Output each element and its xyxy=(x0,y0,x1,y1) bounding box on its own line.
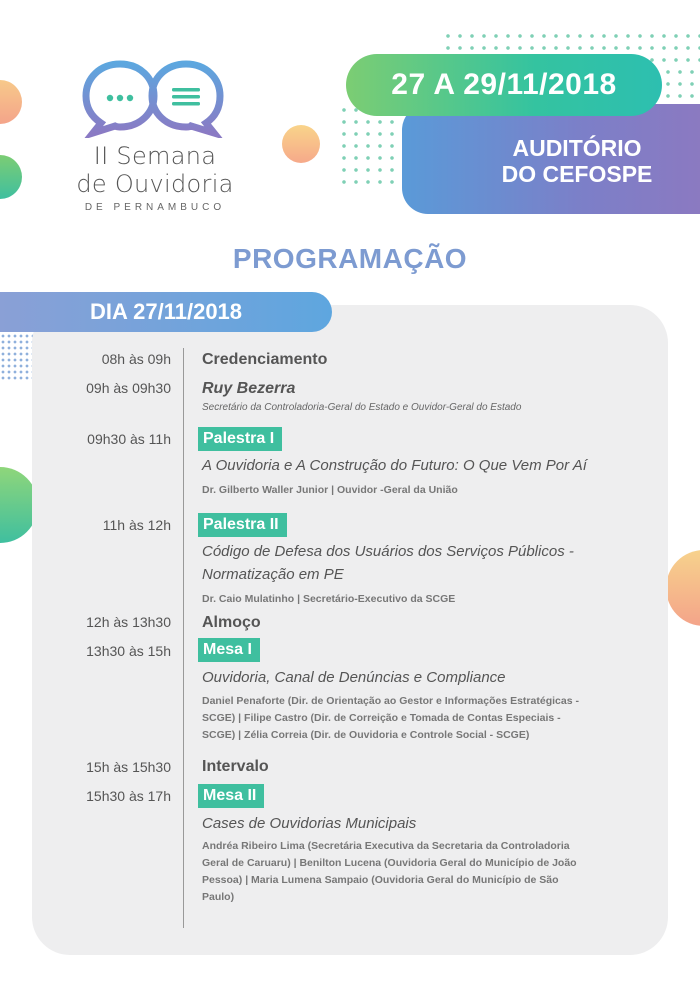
item-title: Ruy Bezerra xyxy=(202,380,296,397)
item-subject-line: Normatização em PE xyxy=(202,566,344,583)
item-badge: Palestra II xyxy=(198,513,287,537)
item-speakers: Dr. Caio Mulatinho | Secretário-Executivo da SCGE xyxy=(202,593,456,605)
page-title: PROGRAMAÇÃO xyxy=(232,243,468,274)
item-title: Credenciamento xyxy=(202,351,328,368)
decor-orange-left xyxy=(0,80,22,124)
timeline-divider xyxy=(183,348,184,928)
logo-icon xyxy=(80,58,230,138)
item-time: 08h às 09h xyxy=(101,351,171,367)
item-title: Intervalo xyxy=(202,758,269,775)
item-time: 11h às 12h xyxy=(102,517,171,533)
item-title: Almoço xyxy=(202,614,261,631)
logo-line-1: II Semana xyxy=(93,142,217,170)
item-time: 15h30 às 17h xyxy=(86,788,171,804)
logo-line-2: de Ouvidoria xyxy=(76,170,234,198)
item-speakers: Daniel Penaforte (Dir. de Orientação ao Gestor e Informações Estratégicas - xyxy=(202,695,579,707)
item-badge: Palestra I xyxy=(198,427,282,451)
venue-line-1: AUDITÓRIO xyxy=(512,135,642,161)
item-time: 13h30 às 15h xyxy=(86,643,171,659)
decor-orange-circle xyxy=(282,125,320,163)
item-speakers: Pessoa) | Maria Lumena Sampaio (Ouvidoria Geral do Município de São xyxy=(202,874,559,886)
day-tab: DIA 27/11/2018 xyxy=(0,292,332,332)
item-speakers: Andréa Ribeiro Lima (Secretária Executiva da Secretaria da Controladoria xyxy=(202,840,570,852)
item-subject: A Ouvidoria e A Construção do Futuro: O Que Vem Por Aí xyxy=(202,457,587,474)
item-badge: Mesa II xyxy=(198,784,264,808)
item-subject: Cases de Ouvidorias Municipais xyxy=(202,815,417,832)
item-time: 09h30 às 11h xyxy=(87,431,171,447)
item-note: Secretário da Controladoria-Geral do Estado e Ouvidor-Geral do Estado xyxy=(202,402,522,413)
venue-label xyxy=(472,135,682,187)
item-time: 15h às 15h30 xyxy=(86,759,171,775)
venue-line-2: DO CEFOSPE xyxy=(501,161,653,187)
item-time: 09h às 09h30 xyxy=(86,380,171,396)
item-speakers: Dr. Gilberto Waller Junior | Ouvidor -Geral da União xyxy=(202,484,458,496)
item-speakers: Paulo) xyxy=(202,891,235,903)
item-subject-line: Código de Defesa dos Usuários dos Serviços Públicos - xyxy=(202,543,574,560)
decor-dots-right xyxy=(662,66,700,106)
item-speakers: Geral de Caruaru) | Benilton Lucena (Ouvidoria Geral do Município de João xyxy=(202,857,577,869)
logo-line-3: DE PERNAMBUCO xyxy=(84,202,226,213)
item-time: 12h às 13h30 xyxy=(86,614,171,630)
item-badge: Mesa I xyxy=(198,638,260,662)
decor-orange-right xyxy=(666,550,700,626)
decor-dots-side xyxy=(0,333,34,381)
item-speakers: SCGE) | Filipe Castro (Dir. de Correição e Tomada de Contas Especiais - xyxy=(202,712,561,724)
decor-dots-left xyxy=(338,104,402,184)
event-dates: 27 A 29/11/2018 xyxy=(346,54,662,116)
item-subject: Ouvidoria, Canal de Denúncias e Compliance xyxy=(202,669,506,686)
decor-green-left xyxy=(0,155,22,199)
item-speakers: SCGE) | Zélia Correia (Dir. de Ouvidoria e Controle Social - SCGE) xyxy=(202,729,530,741)
